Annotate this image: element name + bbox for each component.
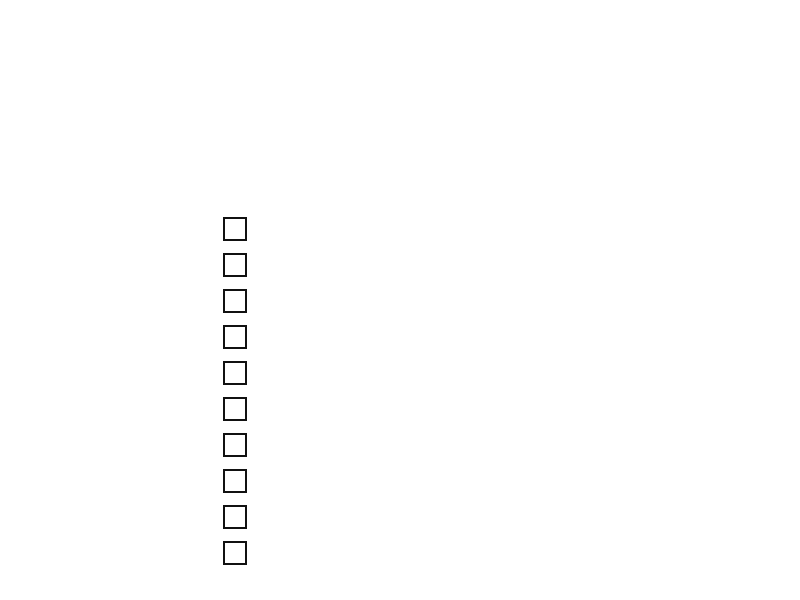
option-item — [223, 499, 270, 535]
option-item — [223, 355, 270, 391]
option-item — [223, 463, 270, 499]
option-item — [223, 427, 270, 463]
option-item — [223, 247, 270, 283]
side-accent-bar-light — [34, 207, 94, 600]
option-checkbox[interactable] — [223, 217, 247, 241]
options-list — [223, 211, 270, 571]
option-item — [223, 319, 270, 355]
option-checkbox[interactable] — [223, 397, 247, 421]
option-checkbox[interactable] — [223, 469, 247, 493]
option-checkbox[interactable] — [223, 505, 247, 529]
option-checkbox[interactable] — [223, 541, 247, 565]
option-checkbox[interactable] — [223, 361, 247, 385]
option-item — [223, 391, 270, 427]
option-checkbox[interactable] — [223, 433, 247, 457]
option-checkbox[interactable] — [223, 325, 247, 349]
side-accent-bar-dark — [34, 0, 94, 207]
option-item — [223, 211, 270, 247]
option-item — [223, 535, 270, 571]
option-checkbox[interactable] — [223, 253, 247, 277]
side-accent-bar — [34, 0, 94, 600]
option-item — [223, 283, 270, 319]
option-checkbox[interactable] — [223, 289, 247, 313]
